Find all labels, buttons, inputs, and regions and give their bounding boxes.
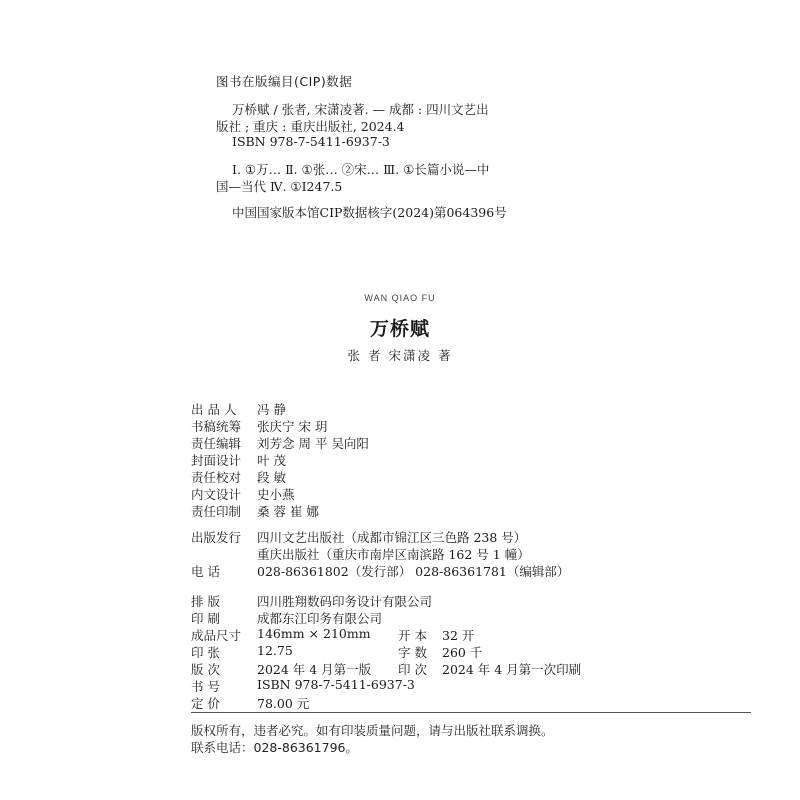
sheets-label: 印 张: [191, 645, 220, 660]
credit-label-manuscript: 书稿统筹: [191, 419, 242, 434]
copyright-notice: 版权所有，违者必究。如有印装质量问题，请与出版社联系调换。: [191, 723, 554, 738]
printing-label: 印 次: [398, 662, 427, 677]
typeset-label: 排 版: [191, 594, 220, 609]
print-label: 印 刷: [191, 611, 220, 626]
edition-value: 2024 年 4 月第一版: [257, 662, 372, 677]
isbn-value: ISBN 978-7-5411-6937-3: [257, 677, 415, 692]
cip-line-2: 版社 ; 重庆 : 重庆出版社, 2024.4: [216, 119, 405, 134]
divider-line: [191, 712, 751, 713]
romanized-title: WAN QIAO FU: [364, 293, 436, 303]
credit-value-manuscript: 张庆宁 宋 玥: [257, 419, 328, 434]
credit-value-print-supervisor: 桑 蓉 崔 娜: [257, 504, 319, 519]
cip-line-4: Ⅰ. ①万… Ⅱ. ①张… ②宋… Ⅲ. ①长篇小说—中: [232, 162, 490, 177]
edition-label: 版 次: [191, 662, 220, 677]
credit-label-print-supervisor: 责任印制: [191, 504, 242, 519]
size-value: 146mm × 210mm: [257, 626, 371, 641]
authors: 张 者 宋潇凌 著: [347, 348, 453, 363]
cip-line-5: 国—当代 Ⅳ. ①I247.5: [216, 179, 343, 194]
cip-line-1: 万桥赋 / 张者, 宋潇凌著. — 成都 : 四川文艺出: [232, 102, 489, 117]
contact-phone: 联系电话：028-86361796。: [191, 740, 358, 755]
price-label: 定 价: [191, 696, 220, 711]
price-value: 78.00 元: [257, 696, 310, 711]
credit-label-editor: 责任编辑: [191, 436, 242, 451]
cip-heading: 图书在版编目(CIP)数据: [216, 74, 353, 89]
credit-label-cover-design: 封面设计: [191, 453, 242, 468]
publisher-2: 重庆出版社（重庆市南岸区南滨路 162 号 1 幢）: [257, 547, 530, 562]
cip-line-3: ISBN 978-7-5411-6937-3: [232, 134, 390, 149]
sheets-value: 12.75: [257, 643, 293, 658]
book-title: 万桥赋: [369, 318, 430, 340]
credit-value-cover-design: 叶 茂: [257, 453, 286, 468]
isbn-label: 书 号: [191, 679, 220, 694]
credit-value-proofreader: 段 敏: [257, 470, 286, 485]
credit-value-interior-design: 史小燕: [257, 487, 295, 502]
publisher-1: 四川文艺出版社（成都市锦江区三色路 238 号）: [257, 530, 527, 545]
publisher-label: 出版发行: [191, 530, 242, 545]
phone-value: 028-86361802（发行部） 028-86361781（编辑部）: [257, 564, 570, 579]
format-label: 开 本: [398, 628, 427, 643]
print-value: 成都东江印务有限公司: [257, 611, 383, 626]
cip-line-6: 中国国家版本馆CIP数据核字(2024)第064396号: [232, 205, 507, 220]
phone-label: 电 话: [191, 564, 220, 579]
credit-label-interior-design: 内文设计: [191, 487, 242, 502]
size-label: 成品尺寸: [191, 628, 242, 643]
format-value: 32 开: [442, 628, 475, 643]
typeset-value: 四川胜翔数码印务设计有限公司: [257, 594, 433, 609]
words-value: 260 千: [442, 645, 483, 660]
credit-label-producer: 出 品 人: [191, 402, 237, 417]
printing-value: 2024 年 4 月第一次印刷: [442, 662, 582, 677]
credit-label-proofreader: 责任校对: [191, 470, 242, 485]
credit-value-editor: 刘芳念 周 平 吴向阳: [257, 436, 369, 451]
words-label: 字 数: [398, 645, 427, 660]
credit-value-producer: 冯 静: [257, 402, 286, 417]
